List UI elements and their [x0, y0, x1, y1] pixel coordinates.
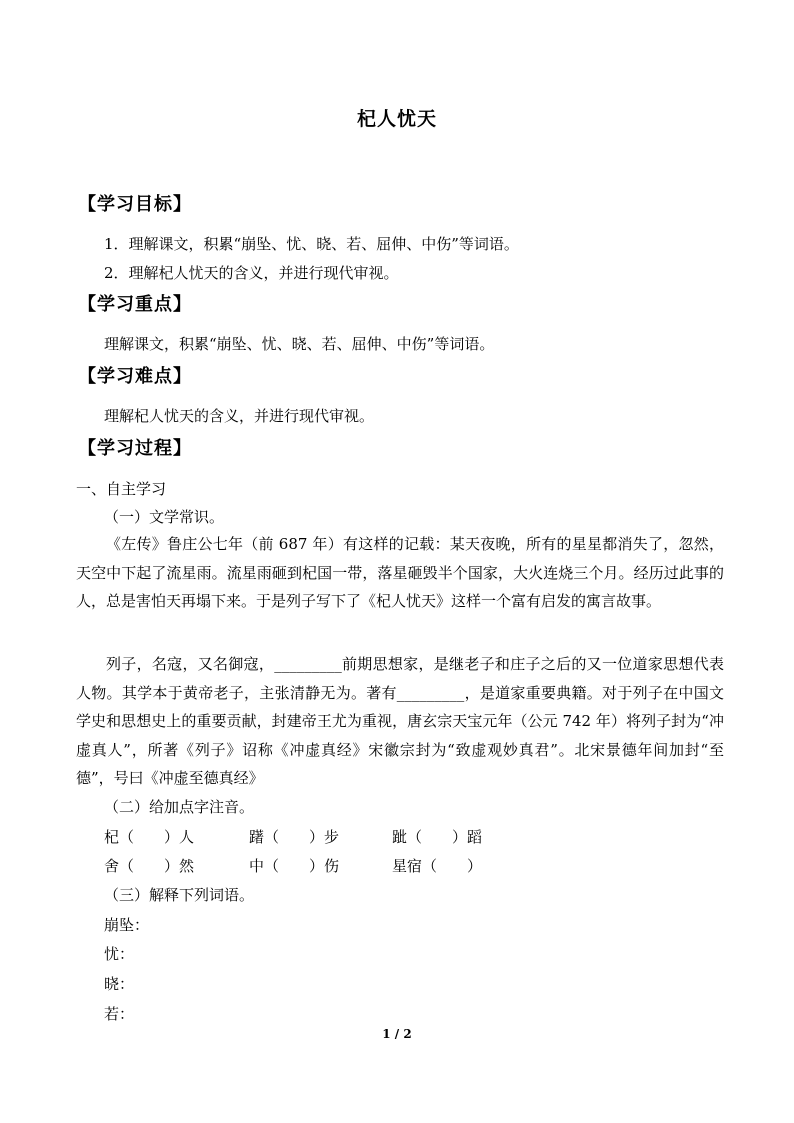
page-number: 1 / 2 [382, 1027, 412, 1041]
difficulty-text: 理解杞人忧天的含义，并进行现代审视。 [104, 407, 375, 425]
pinyin-item: 舍（ ）然 [104, 857, 195, 875]
pinyin-item: 中（ ）伤 [249, 857, 340, 875]
pinyin-item: 躇（ ）步 [249, 828, 340, 846]
pinyin-row-2 [104, 855, 704, 877]
paragraph-liezi [76, 650, 724, 793]
word-item: 若： [104, 1005, 135, 1023]
paragraph-text: 《左传》鲁庄公七年（前 687 年）有这样的记载：某天夜晚，所有的星星都消失了，忽然，天空中下起了流星雨。流星雨砸到杞国一带，落星砸毁半个国家，大火连烧三个月。经历过此事的人，总是害怕天再塌下来。于是列子写下了《杞人忧天》这样一个富有启发的寓言故事。 [76, 535, 724, 610]
pinyin-item: 杞（ ）人 [104, 828, 195, 846]
word-item: 崩坠： [104, 916, 150, 934]
key-text: 理解课文，积累“崩坠、忧、晓、若、屈伸、中伤”等词语。 [104, 335, 495, 353]
word-item: 晓： [104, 975, 135, 993]
sub2-title: （二）给加点字注音。 [104, 798, 255, 816]
key-heading: 【学习重点】 [78, 294, 192, 315]
pinyin-row-1 [104, 826, 704, 848]
goals-heading: 【学习目标】 [78, 194, 192, 215]
pinyin-item: 星宿（ ） [392, 857, 483, 875]
paragraph-text: 列子，名寇，又名御寇，_________前期思想家，是继老子和庄子之后的又一位道家思想代表人物。其学本于黄帝老子，主张清静无为。著有_________，是道家重要典籍。对于列子在中国文学史和思想史上的重要贡献，封建帝王尤为重视，唐玄宗天宝元年（公元 742 年）将列子封为“冲虚真人”，所著《列子》诏称《冲虚真经》宋徽宗封为“致虚观妙真君”。北宋景德年间加封“至德”，号曰《冲虚至德真经》 [76, 655, 724, 787]
goal-item-2: 2．理解杞人忧天的含义，并进行现代审视。 [104, 264, 399, 282]
process-heading: 【学习过程】 [78, 438, 192, 459]
sub3-title: （三）解释下列词语。 [104, 886, 255, 904]
page-title: 杞人忧天 [356, 108, 437, 130]
difficulty-heading: 【学习难点】 [78, 366, 192, 387]
goal-item-1: 1．理解课文，积累“崩坠、忧、晓、若、屈伸、中伤”等词语。 [104, 235, 519, 253]
word-item: 忧： [104, 945, 135, 963]
paragraph-zuozhuan [76, 530, 724, 616]
part1-title: 一、自主学习 [76, 480, 167, 498]
pinyin-item: 跐（ ）蹈 [392, 828, 483, 846]
sub1-title: （一）文学常识。 [104, 508, 225, 526]
